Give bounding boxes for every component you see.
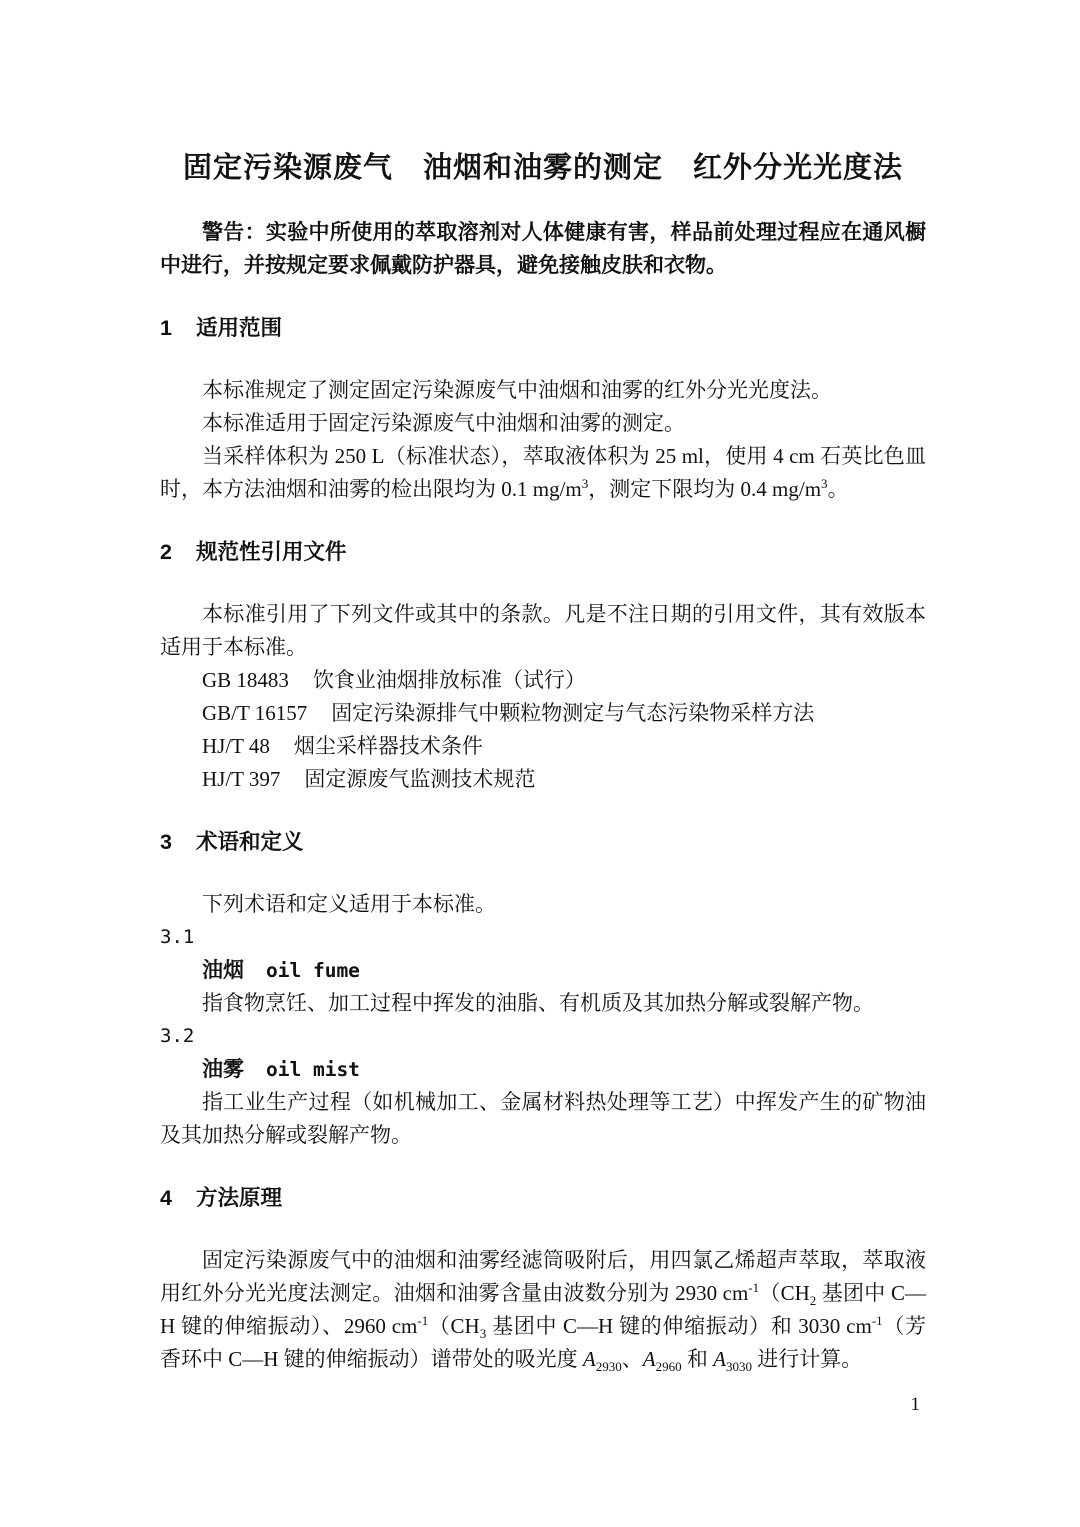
page-title: 固定污染源废气 油烟和油雾的测定 红外分光光度法 <box>182 152 903 184</box>
section-4-number: 4 <box>160 1186 172 1210</box>
page-number: 1 <box>910 1394 920 1415</box>
section-2-heading <box>160 536 926 568</box>
section-4-paragraph-1: 固定污染源废气中的油烟和油雾经滤筒吸附后，用四氯乙烯超声萃取，萃取液用红外分光光度法测定。油烟和油雾含量由波数分别为 2930 $cm^{-1}(CH_2$ 基团中 C—H 键的伸缩振动）、2960 $cm^{-1}(CH_3$ 基团中 C—H 键的伸缩振动）和 3030 $cm^{-1}$（芳香环中 C—H 键的伸缩振动）谱带处的吸光度 $A_{2930}$、$A_{2960}$ 和 $A_{3030}$ 进行计算。 <box>160 1248 927 1375</box>
section-3-intro: 下列术语和定义适用于本标准。 <box>202 892 496 916</box>
reference-code: GB 18483 <box>202 668 289 692</box>
term-1-number: 3.1 <box>160 926 195 948</box>
term-2-name-zh: 油雾 <box>202 1058 244 1081</box>
warning-paragraph: 警告：实验中所使用的萃取溶剂对人体健康有害，样品前处理过程应在通风橱中进行，并按规定要求佩戴防护器具，避免接触皮肤和衣物。 <box>160 221 926 277</box>
term-2-number: 3.2 <box>160 1025 195 1047</box>
reference-item <box>160 730 926 763</box>
section-2-paragraph-1: 本标准引用了下列文件或其中的条款。凡是不注日期的引用文件，其有效版本适用于本标准。 <box>160 602 926 659</box>
reference-title: 固定源废气监测技术规范 <box>304 767 536 791</box>
term-1-name-zh: 油烟 <box>202 959 244 982</box>
reference-title: 固定污染源排气中颗粒物测定与气态污染物采样方法 <box>331 701 815 725</box>
section-1-heading <box>160 312 926 344</box>
term-1-name <box>160 954 926 987</box>
term-2-name-en: oil mist <box>266 1058 360 1081</box>
section-3-title: 术语和定义 <box>195 830 304 854</box>
reference-item <box>160 664 926 697</box>
term-2-definition: 指工业生产过程（如机械加工、金属材料热处理等工艺）中挥发产生的矿物油及其加热分解或裂解产物。 <box>160 1090 926 1147</box>
section-4-heading <box>160 1182 926 1214</box>
section-1-number: 1 <box>160 316 172 340</box>
reference-item <box>160 763 926 796</box>
reference-code: GB/T 16157 <box>202 701 308 725</box>
section-2-number: 2 <box>160 540 172 564</box>
section-1-paragraph-3: 当采样体积为 250 L（标准状态），萃取液体积为 25 ml，使用 4 cm 石英比色皿时，本方法油烟和油雾的检出限均为 0.1 $mg/m^3$，测定下限均为 0.4 $mg/m^3$。 <box>160 444 926 501</box>
section-4-title: 方法原理 <box>195 1186 282 1210</box>
section-3-number: 3 <box>160 830 172 854</box>
term-1-name-en: oil fume <box>266 959 360 982</box>
section-1-paragraph-1: 本标准规定了测定固定污染源废气中油烟和油雾的红外分光光度法。 <box>202 378 832 402</box>
reference-code: HJ/T 397 <box>202 767 281 791</box>
section-2-title: 规范性引用文件 <box>195 540 347 564</box>
reference-title: 烟尘采样器技术条件 <box>293 734 483 758</box>
term-2-name <box>160 1053 926 1086</box>
term-1-definition: 指食物烹饪、加工过程中挥发的油脂、有机质及其加热分解或裂解产物。 <box>202 991 874 1015</box>
reference-title: 饮食业油烟排放标准（试行） <box>312 668 586 692</box>
reference-code: HJ/T 48 <box>202 734 270 758</box>
reference-item <box>160 697 926 730</box>
section-1-paragraph-2: 本标准适用于固定污染源废气中油烟和油雾的测定。 <box>202 411 685 435</box>
section-3-heading <box>160 826 926 858</box>
section-1-title: 适用范围 <box>195 316 282 340</box>
